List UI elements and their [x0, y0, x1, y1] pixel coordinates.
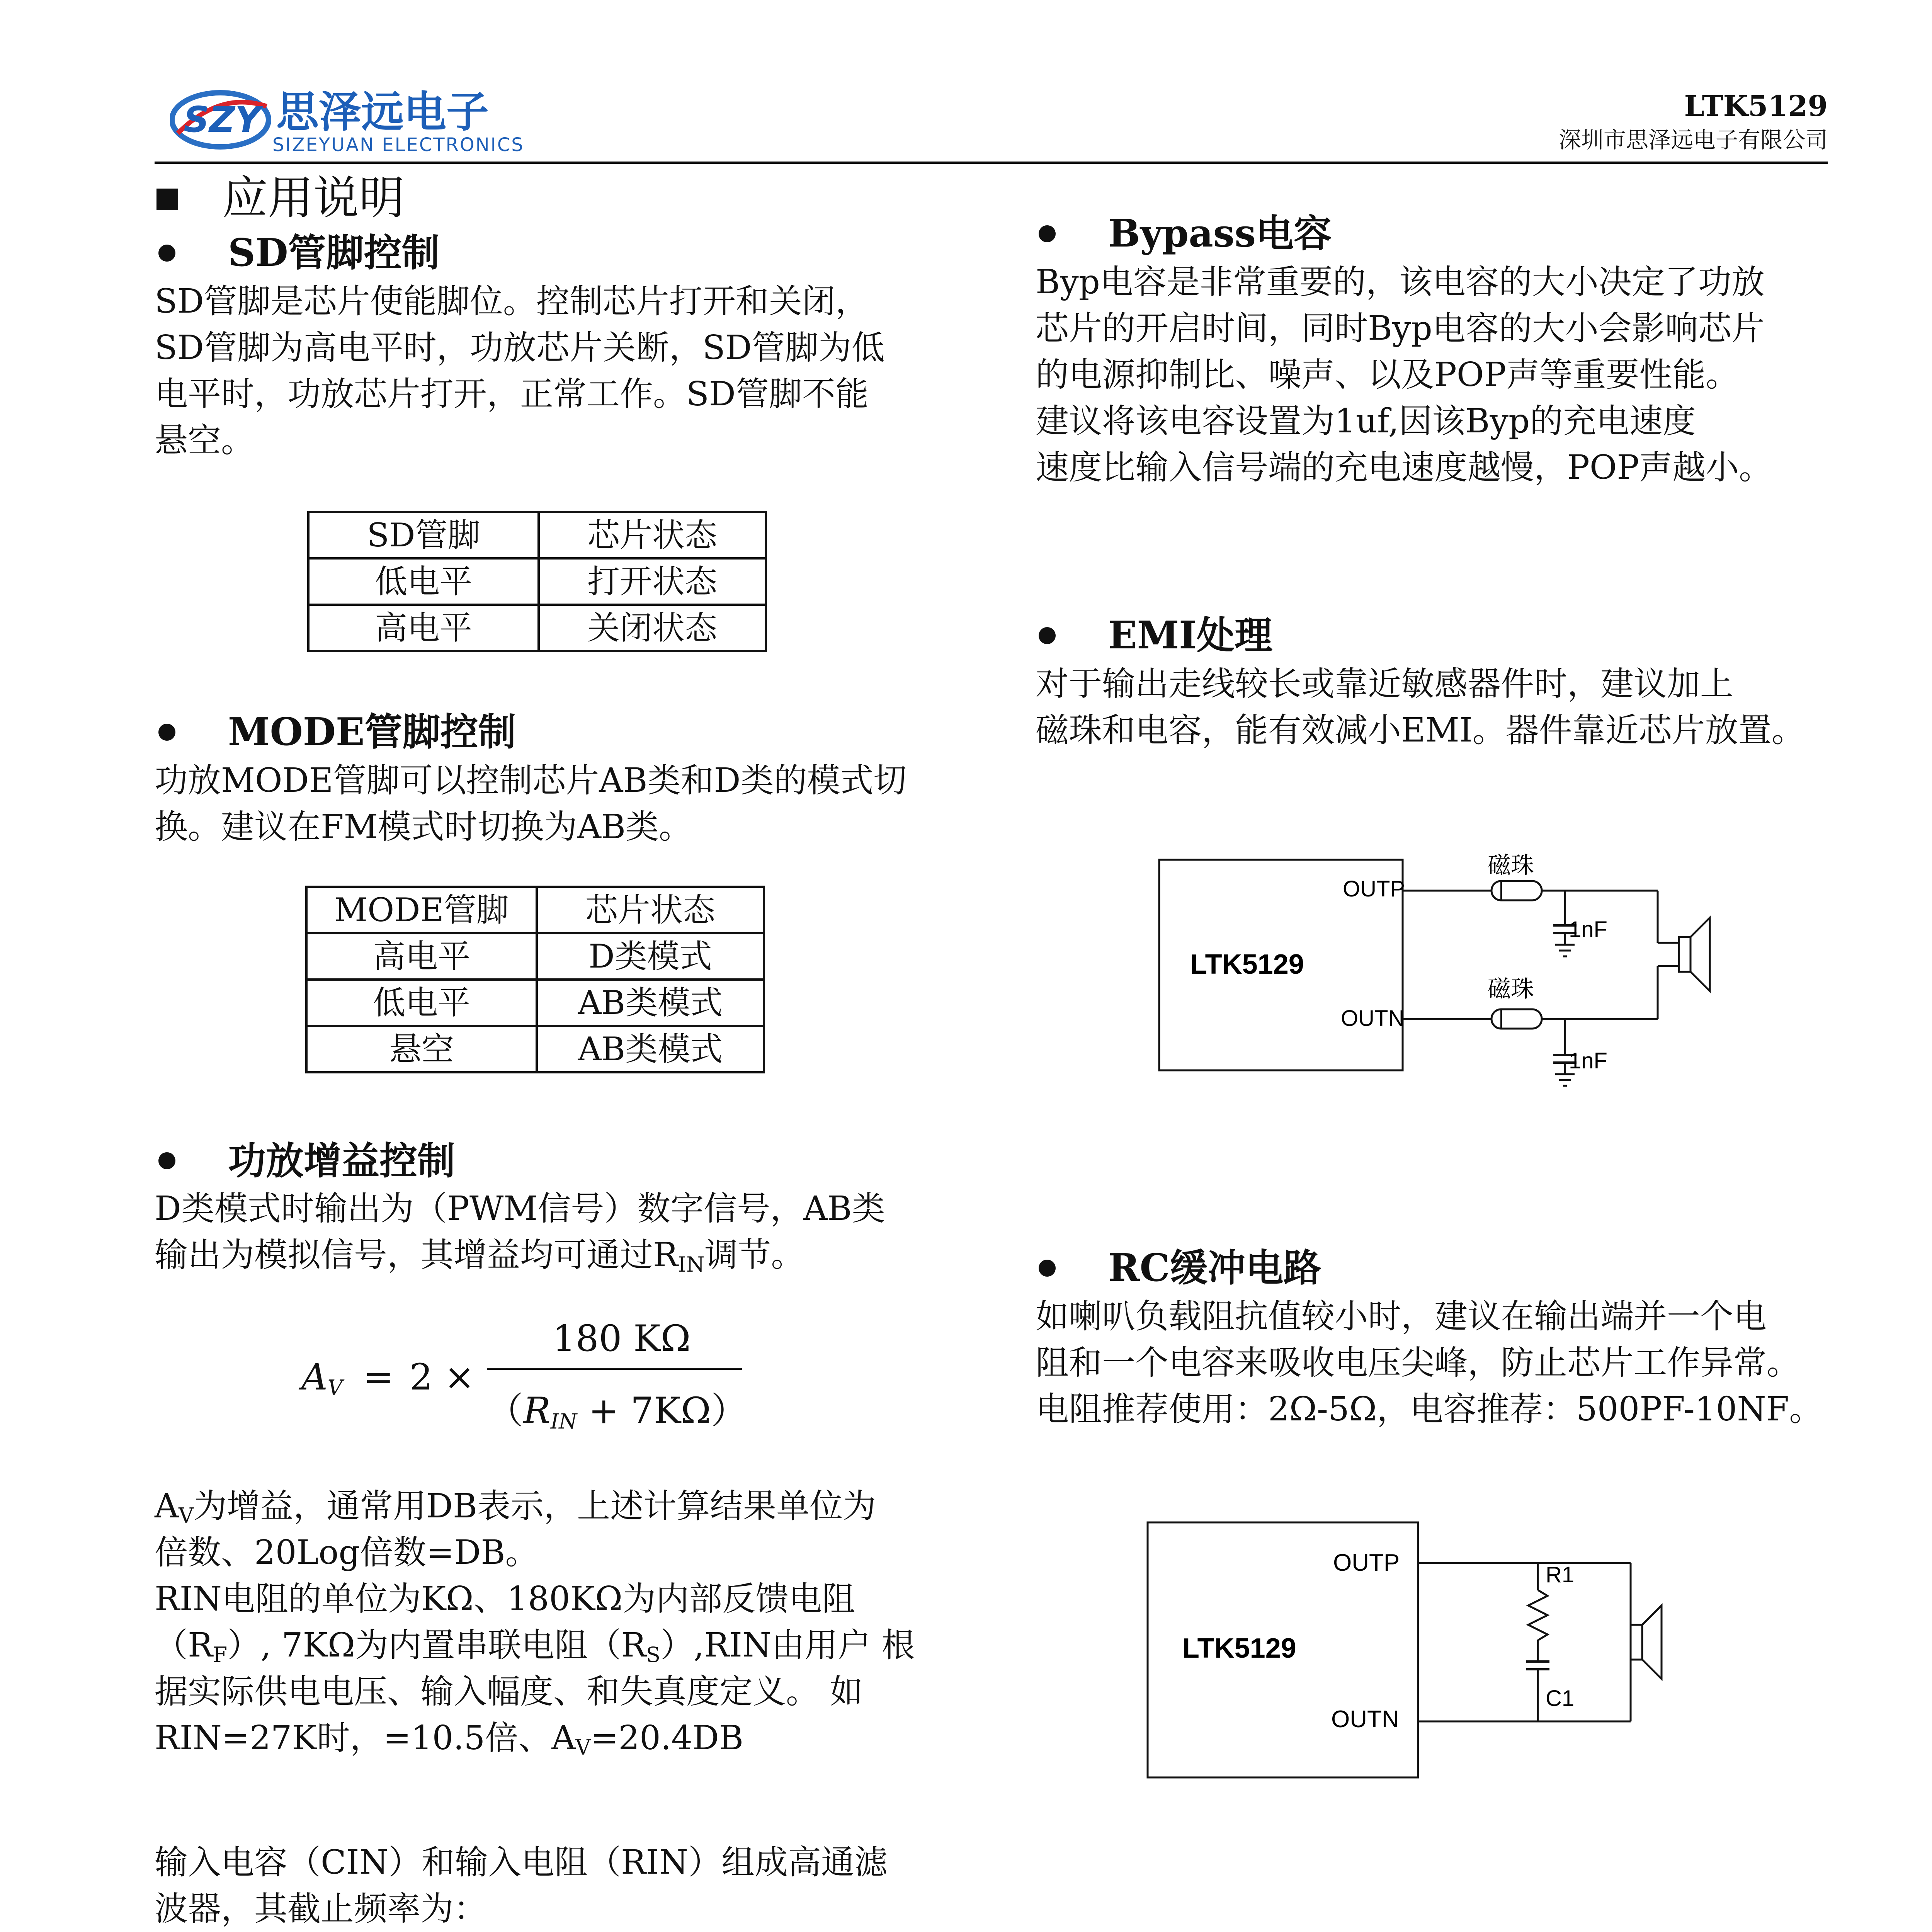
- rc-line-2: 阻和一个电容来吸收电压尖峰，防止芯片工作异常。: [1036, 1344, 1800, 1382]
- formula-lhs: $A_V$: [301, 1356, 343, 1400]
- emi-circuit-diagram: [1140, 842, 1758, 1121]
- emi-line-2: 磁珠和电容，能有效减小EMI。器件靠近芯片放置。: [1036, 711, 1805, 750]
- c1-label: C1: [1546, 1686, 1575, 1711]
- table-row: [306, 887, 764, 933]
- speaker-icon: [1631, 1605, 1662, 1679]
- bypass-line-3: 的电源抑制比、噪声、以及POP声等重要性能。: [1036, 355, 1739, 394]
- gain-heading: 功放增益控制: [228, 1139, 456, 1183]
- table-cell: 关闭状态: [539, 605, 766, 651]
- outn-label: OUTN: [1341, 1006, 1405, 1031]
- highpass-line-2: 波器，其截止频率为：: [155, 1889, 487, 1928]
- chip-label: LTK5129: [1182, 1633, 1296, 1664]
- gain-line-1: D类模式时输出为（PWM信号）数字信号，AB类: [155, 1189, 885, 1228]
- outn-label: OUTN: [1331, 1706, 1399, 1733]
- gain-line-2-sub: IN: [678, 1252, 705, 1277]
- table-cell: 芯片状态: [537, 887, 764, 933]
- bypass-line-5: 速度比输入信号端的充电速度越慢，POP声越小。: [1036, 448, 1772, 487]
- outp-label: OUTP: [1343, 876, 1405, 901]
- gain-line-2: [155, 1232, 804, 1288]
- gain-para-3: RIN电阻的单位为KΩ、180KΩ为内部反馈电阻: [155, 1580, 855, 1618]
- gain-line-2-pre: 输出为模拟信号，其增益均可通过R: [155, 1236, 678, 1274]
- bullet-icon: [158, 245, 175, 262]
- logo-company-en: SIZEYUAN ELECTRONICS: [272, 134, 524, 156]
- bullet-icon: [158, 724, 175, 741]
- bypass-line-1: Byp电容是非常重要的，该电容的大小决定了功放: [1036, 263, 1765, 301]
- formula-coef: 2 ×: [410, 1356, 475, 1398]
- rc-circuit-diagram: [1128, 1503, 1708, 1781]
- ferrite-bead-icon: [1492, 1009, 1542, 1029]
- bullet-icon: [158, 1152, 175, 1169]
- sd-line-2: SD管脚为高电平时，功放芯片关断，SD管脚为低: [155, 328, 885, 367]
- formula-fraction-bar: [487, 1368, 742, 1370]
- sd-heading: SD管脚控制: [228, 231, 440, 275]
- table-cell: 高电平: [306, 933, 537, 980]
- bullet-icon: [1039, 627, 1056, 644]
- cap-label-1: 1nF: [1569, 917, 1607, 942]
- sd-line-4: 悬空。: [155, 421, 254, 460]
- gain-formula: [301, 1314, 765, 1441]
- header-rule: [155, 162, 1828, 164]
- table-cell: SD管脚: [308, 512, 539, 558]
- section-square-icon: [156, 189, 178, 210]
- highpass-line-1: 输入电容（CIN）和输入电阻（RIN）组成高通滤: [155, 1843, 888, 1882]
- table-row: [308, 558, 766, 605]
- gain-para-5: 据实际供电电压、输入幅度、和失真度定义。 如: [155, 1672, 863, 1711]
- table-row: [306, 1026, 764, 1072]
- table-cell: 芯片状态: [539, 512, 766, 558]
- part-number: LTK5129: [1684, 90, 1828, 123]
- table-cell: AB类模式: [537, 980, 764, 1026]
- logo-mark: SZY: [184, 99, 261, 140]
- formula-denominator: $(R_{IN} + 7K\Omega)$: [487, 1390, 747, 1434]
- mode-line-2: 换。建议在FM模式时切换为AB类。: [155, 808, 692, 846]
- company-full-name: 深圳市思泽远电子有限公司: [1558, 127, 1828, 153]
- table-cell: 低电平: [308, 558, 539, 605]
- table-cell: 高电平: [308, 605, 539, 651]
- table-cell: D类模式: [537, 933, 764, 980]
- bullet-icon: [1039, 1260, 1056, 1277]
- table-cell: 打开状态: [539, 558, 766, 605]
- formula-numerator: 180 KΩ: [553, 1318, 691, 1360]
- bead-label-2: 磁珠: [1488, 976, 1534, 1002]
- speaker-icon: [1679, 918, 1710, 991]
- formula-eq: =: [363, 1356, 394, 1398]
- table-row: [308, 512, 766, 558]
- gain-line-2-post: 调节。: [704, 1236, 804, 1274]
- table-cell: AB类模式: [537, 1026, 764, 1072]
- r1-label: R1: [1546, 1562, 1575, 1587]
- sd-state-table: [307, 511, 767, 652]
- table-cell: MODE管脚: [306, 887, 537, 933]
- mode-heading: MODE管脚控制: [228, 710, 516, 754]
- bead-label-1: 磁珠: [1488, 852, 1534, 878]
- gain-para-2: 倍数、20Log倍数=DB。: [155, 1533, 539, 1572]
- gain-para-6: RIN=27K时，=10.5倍、$A_V=20.4DB$: [155, 1719, 744, 1760]
- rc-line-1: 如喇叭负载阻抗值较小时，建议在输出端并一个电: [1036, 1297, 1767, 1336]
- logo-company-cn: 思泽远电子: [276, 87, 489, 137]
- sd-line-1: SD管脚是芯片使能脚位。控制芯片打开和关闭，: [155, 282, 869, 321]
- cap-label-2: 1nF: [1569, 1048, 1607, 1073]
- table-row: [308, 605, 766, 651]
- chip-label: LTK5129: [1190, 949, 1304, 980]
- table-cell: 悬空: [306, 1026, 537, 1072]
- gain-para-4: $(R_F)$, 7KΩ为内置串联电阻$(R_S),RIN$由用户 根: [155, 1626, 915, 1667]
- bypass-heading: Bypass电容: [1108, 211, 1332, 256]
- resistor-icon: [1528, 1590, 1548, 1640]
- company-logo: [170, 79, 524, 156]
- bypass-line-4: 建议将该电容设置为1uf,因该Byp的充电速度: [1036, 402, 1696, 440]
- bullet-icon: [1039, 225, 1056, 242]
- bypass-line-2: 芯片的开启时间，同时Byp电容的大小会影响芯片: [1036, 309, 1765, 348]
- mode-state-table: [305, 886, 765, 1073]
- outp-label: OUTP: [1333, 1549, 1400, 1576]
- rc-heading: RC缓冲电路: [1108, 1246, 1321, 1290]
- ferrite-bead-icon: [1492, 881, 1542, 900]
- mode-line-1: 功放MODE管脚可以控制芯片AB类和D类的模式切: [155, 761, 907, 800]
- emi-line-1: 对于输出走线较长或靠近敏感器件时，建议加上: [1036, 665, 1733, 703]
- gain-para-1: $A_V$为增益，通常用DB表示，上述计算结果单位为: [155, 1487, 876, 1528]
- section-title: 应用说明: [222, 171, 405, 224]
- emi-heading: EMI处理: [1108, 613, 1273, 658]
- rc-line-3: 电阻推荐使用：2Ω-5Ω，电容推荐：500PF-10NF。: [1036, 1390, 1823, 1429]
- table-row: [306, 933, 764, 980]
- sd-line-3: 电平时，功放芯片打开，正常工作。SD管脚不能: [155, 375, 869, 413]
- table-cell: 低电平: [306, 980, 537, 1026]
- table-row: [306, 980, 764, 1026]
